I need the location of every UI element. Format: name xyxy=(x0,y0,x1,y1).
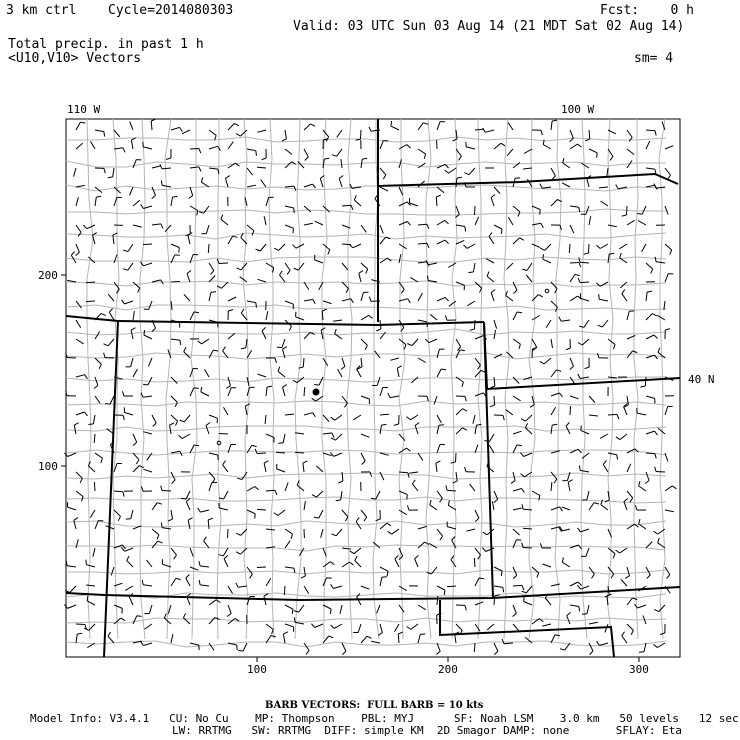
wind-barb xyxy=(474,643,475,652)
lat-label-40n: 40 N xyxy=(688,373,715,386)
wind-barb xyxy=(570,406,571,415)
wind-barb xyxy=(569,244,570,253)
field-subtitle: <U10,V10> Vectors xyxy=(8,51,142,66)
wind-barb xyxy=(143,244,152,245)
wind-barb xyxy=(257,567,266,568)
valid-time: Valid: 03 UTC Sun 03 Aug 14 (21 MDT Sat 02 Aug 14) xyxy=(293,19,685,34)
wind-barb xyxy=(447,586,456,587)
model-info-line1: Model Info: V3.4.1 CU: No Cu MP: Thompson PBL: MYJ SF: Noah LSM 3.0 km 50 levels 12 sec xyxy=(30,712,739,725)
wind-barb xyxy=(257,509,266,510)
field-title: Total precip. in past 1 h xyxy=(8,37,204,52)
y-tick-100: 100 xyxy=(38,460,58,473)
wind-barb xyxy=(228,529,229,538)
cycle-label: Cycle=2014080303 xyxy=(108,3,234,18)
x-tick-300: 300 xyxy=(629,663,649,676)
wind-barb xyxy=(257,167,266,168)
wind-barb xyxy=(171,281,180,282)
run-label: 3 km ctrl xyxy=(6,3,77,18)
wind-barb xyxy=(94,482,95,491)
x-tick-200: 200 xyxy=(438,663,458,676)
model-info-line2: LW: RRTMG SW: RRTMG DIFF: simple KM 2D Smagor DAMP: none SFLAY: Eta xyxy=(172,724,682,737)
lon-label-100w: 100 W xyxy=(561,103,595,116)
forecast-hour: Fcst: 0 h xyxy=(600,3,694,18)
wind-barb xyxy=(475,129,484,130)
wind-barb xyxy=(295,452,304,453)
wind-barb xyxy=(219,434,228,435)
wind-barb xyxy=(86,282,95,283)
x-tick-100: 100 xyxy=(247,663,267,676)
wind-barb xyxy=(474,558,475,567)
wind-barb xyxy=(86,301,95,302)
lon-label-110w: 110 W xyxy=(67,103,101,116)
wind-barb xyxy=(475,206,476,215)
wind-barb xyxy=(208,244,209,253)
wind-barb xyxy=(380,414,389,415)
y-tick-200: 200 xyxy=(38,269,58,282)
smoothing-label: sm= 4 xyxy=(634,51,674,66)
denver-marker xyxy=(313,389,320,396)
wind-barb xyxy=(284,586,285,595)
barb-legend: BARB VECTORS: FULL BARB = 10 kts xyxy=(265,700,484,711)
